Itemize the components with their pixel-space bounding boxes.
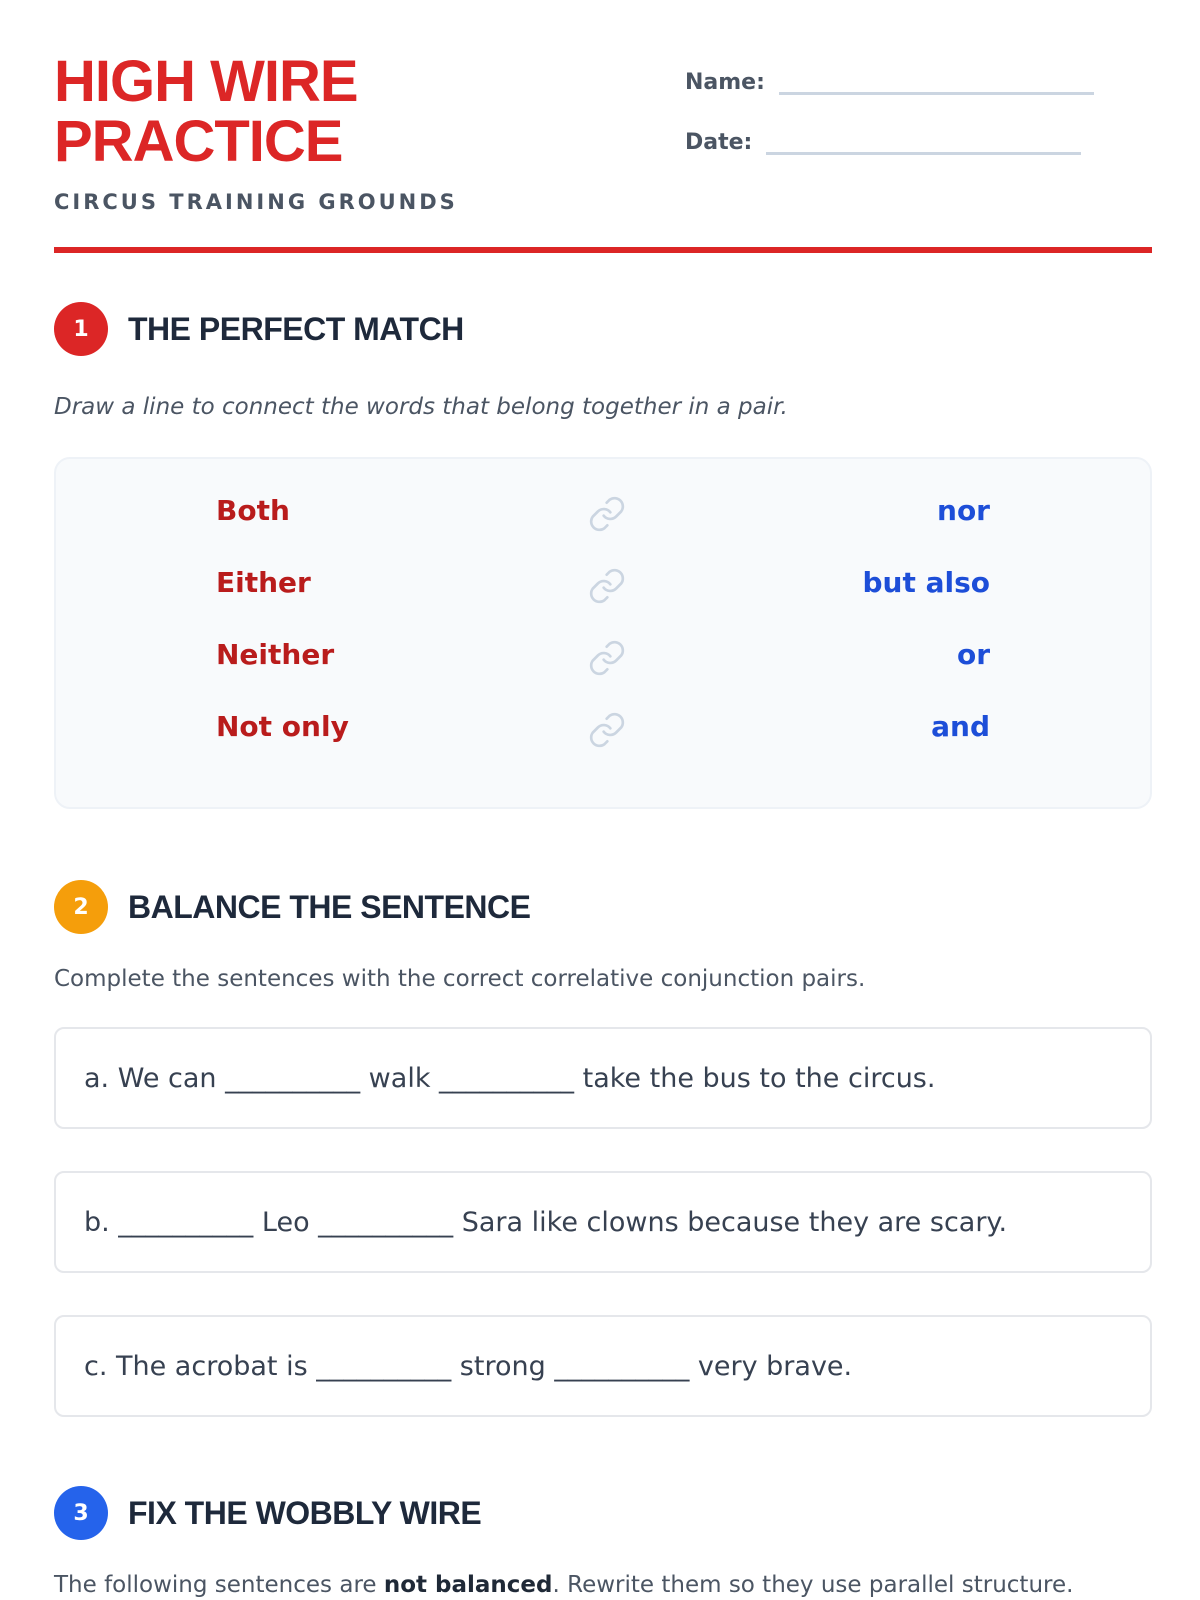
name-label: Name: <box>685 70 765 95</box>
section-number-badge: 2 <box>54 880 108 934</box>
match-left-word[interactable]: Both <box>216 494 290 527</box>
instruction-text: . Rewrite them so they use parallel structure. <box>552 1572 1074 1598</box>
section-3-instruction <box>54 1572 1073 1598</box>
name-line[interactable] <box>779 71 1094 95</box>
title-line-2: PRACTICE <box>54 109 343 174</box>
matching-box <box>54 457 1152 809</box>
name-field[interactable] <box>685 70 1094 95</box>
match-row <box>56 638 1150 678</box>
match-right-word[interactable]: or <box>956 638 990 671</box>
match-row <box>56 710 1150 750</box>
section-number-badge: 3 <box>54 1486 108 1540</box>
sentence-box[interactable] <box>54 1171 1152 1273</box>
match-right-word[interactable]: but also <box>862 566 990 599</box>
header-divider <box>54 247 1152 253</box>
section-3-header <box>54 1486 481 1540</box>
title-line-1: HIGH WIRE <box>54 49 358 114</box>
match-right-word[interactable]: nor <box>937 494 990 527</box>
link-icon <box>587 494 627 534</box>
sentence-text: c. The acrobat is __________ strong __________ very brave. <box>84 1350 853 1382</box>
link-icon <box>587 638 627 678</box>
section-title: BALANCE THE SENTENCE <box>128 888 531 925</box>
section-title: THE PERFECT MATCH <box>128 310 464 347</box>
match-left-word[interactable]: Not only <box>216 710 349 743</box>
link-icon <box>587 566 627 606</box>
match-row <box>56 566 1150 606</box>
sentence-box[interactable] <box>54 1315 1152 1417</box>
section-2-header <box>54 880 530 934</box>
date-label: Date: <box>685 130 753 155</box>
link-icon <box>587 710 627 750</box>
sentence-text: a. We can __________ walk __________ take the bus to the circus. <box>84 1062 936 1094</box>
sentence-text: b. __________ Leo __________ Sara like clowns because they are scary. <box>84 1206 1008 1238</box>
sentence-box[interactable] <box>54 1027 1152 1129</box>
date-line[interactable] <box>766 131 1081 155</box>
match-row <box>56 494 1150 534</box>
date-field[interactable] <box>685 130 1081 155</box>
worksheet-subtitle: CIRCUS TRAINING GROUNDS <box>54 190 458 214</box>
match-left-word[interactable]: Either <box>216 566 311 599</box>
section-1-instruction: Draw a line to connect the words that belong together in a pair. <box>54 394 788 420</box>
section-number-badge: 1 <box>54 302 108 356</box>
instruction-emphasis: not balanced <box>383 1572 553 1598</box>
match-right-word[interactable]: and <box>931 710 990 743</box>
match-left-word[interactable]: Neither <box>216 638 335 671</box>
section-2-instruction: Complete the sentences with the correct correlative conjunction pairs. <box>54 966 866 992</box>
section-1-header <box>54 302 464 356</box>
instruction-text: The following sentences are <box>54 1572 384 1598</box>
section-title: FIX THE WOBBLY WIRE <box>128 1494 482 1531</box>
